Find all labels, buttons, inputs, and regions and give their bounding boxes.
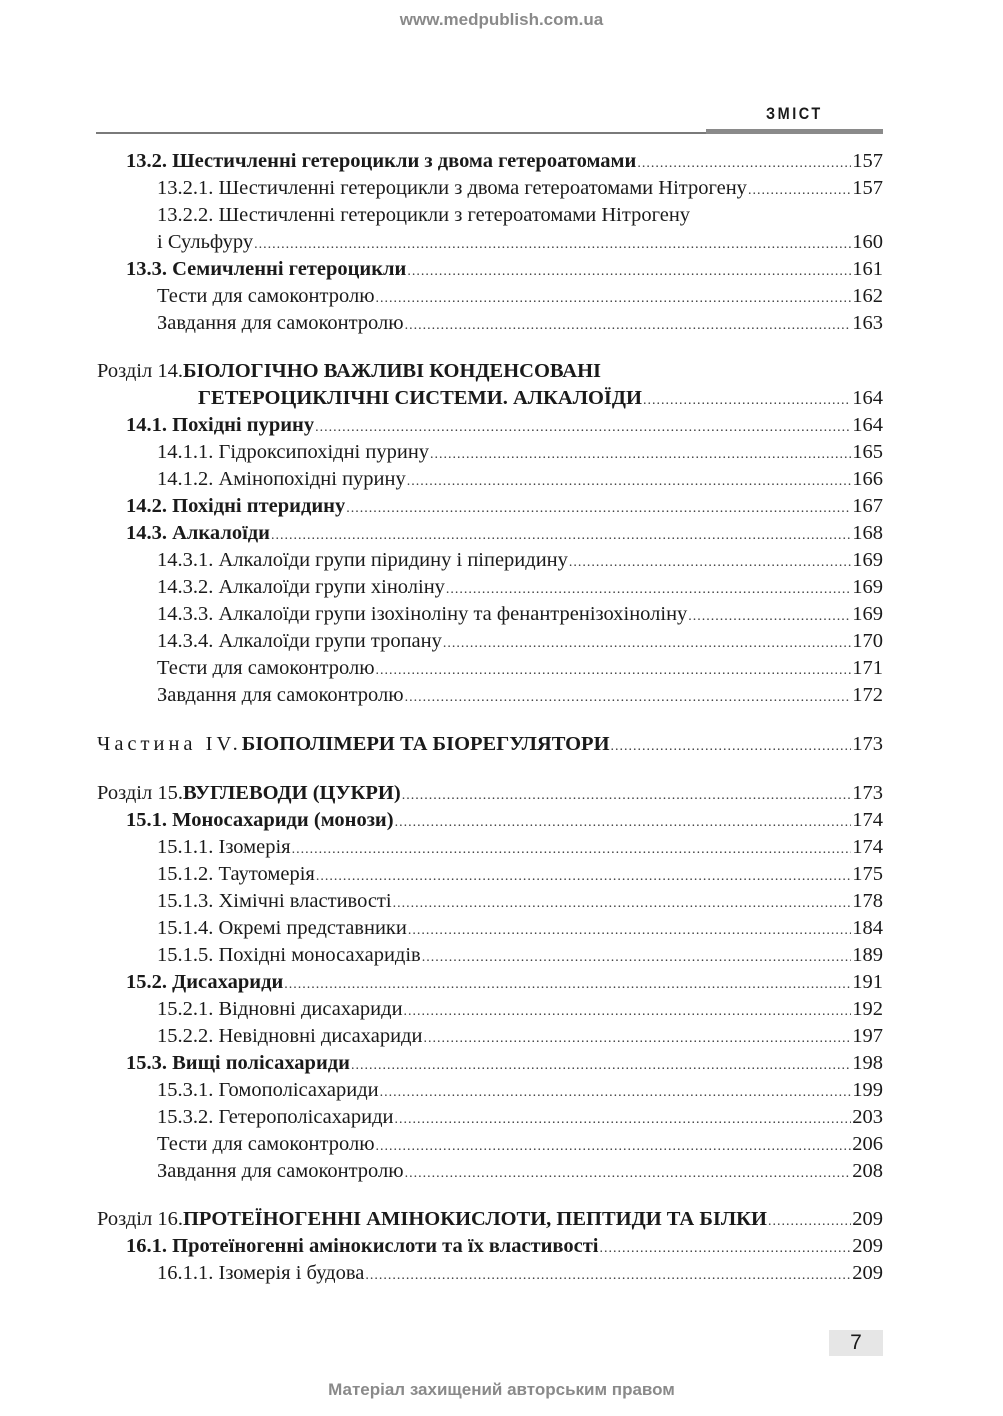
- toc-entry[interactable]: 14.1.1. Гідроксипохідні пурину ..... 165: [97, 439, 883, 466]
- toc-entry[interactable]: Тести для самоконтролю ..... 206: [97, 1131, 883, 1158]
- watermark-top: www.medpublish.com.ua: [399, 10, 604, 29]
- toc-entry[interactable]: 14.1. Похідні пурину ..... 164: [97, 412, 883, 439]
- page-ref: 198: [852, 1052, 883, 1074]
- page-ref: 173: [852, 782, 883, 804]
- toc-entry-line1[interactable]: 13.2.2. Шестичленні гетероцикли з гетероатомами Нітрогену: [157, 204, 691, 226]
- toc-entry[interactable]: 14.3.1. Алкалоїди групи піридину і піперидину ..... 169: [97, 547, 883, 574]
- page-ref: 164: [852, 387, 883, 409]
- toc-entry[interactable]: 15.2. Дисахариди ..... 191: [97, 969, 883, 996]
- toc-entry[interactable]: 14.3.2. Алкалоїди групи хіноліну ..... 169: [97, 574, 883, 601]
- toc-entry[interactable]: 14.3.4. Алкалоїди групи тропану ..... 170: [97, 628, 883, 655]
- page-ref: 184: [852, 917, 883, 939]
- leader-dots: [402, 782, 852, 809]
- leader-dots: [394, 1106, 851, 1133]
- leader-dots: [271, 522, 851, 549]
- leader-dots: [404, 998, 852, 1025]
- toc-entry[interactable]: Тести для самоконтролю ..... 162: [97, 283, 883, 310]
- leader-dots: [365, 1262, 851, 1289]
- page-ref: 203: [852, 1106, 883, 1128]
- toc-chapter[interactable]: Розділ 16. ПРОТЕЇНОГЕННІ АМІНОКИСЛОТИ, ПЕПТИДИ ТА БІЛКИ ..... 209: [97, 1206, 883, 1233]
- page-number: 7: [829, 1330, 883, 1356]
- leader-dots: [346, 495, 851, 522]
- leader-dots: [430, 441, 851, 468]
- toc-part[interactable]: Частина IV. БІОПОЛІМЕРИ ТА БІОРЕГУЛЯТОРИ ..... 173: [97, 731, 883, 758]
- page-ref: 166: [852, 468, 883, 490]
- leader-dots: [748, 177, 851, 204]
- toc-entry[interactable]: Завдання для самоконтролю ..... 208: [97, 1158, 883, 1185]
- page-ref: 157: [852, 150, 883, 172]
- leader-dots: [351, 1052, 851, 1079]
- toc-entry[interactable]: 15.3.1. Гомополісахариди ..... 199: [97, 1077, 883, 1104]
- toc-entry[interactable]: 14.3. Алкалоїди ..... 168: [97, 520, 883, 547]
- page-ref: 161: [852, 258, 883, 280]
- page-ref: 164: [852, 414, 883, 436]
- page-ref: 209: [852, 1235, 883, 1257]
- leader-dots: [405, 684, 852, 711]
- toc-entry[interactable]: Завдання для самоконтролю ..... 163: [97, 310, 883, 337]
- toc-entry[interactable]: 13.2.1. Шестичленні гетероцикли з двома гетероатомами Нітрогену ..... 157: [97, 175, 883, 202]
- toc-entry[interactable]: 15.1.1. Ізомерія ..... 174: [97, 834, 883, 861]
- leader-dots: [254, 231, 851, 258]
- page-ref: 169: [852, 549, 883, 571]
- toc-entry[interactable]: 13.3. Семичленні гетероцикли ..... 161: [97, 256, 883, 283]
- page-ref: 172: [852, 684, 883, 706]
- toc-entry[interactable]: 15.1.5. Похідні моносахаридів ..... 189: [97, 942, 883, 969]
- page-ref: 209: [852, 1262, 883, 1284]
- page-ref: 175: [852, 863, 883, 885]
- toc-entry[interactable]: 15.2.2. Невідновні дисахариди ..... 197: [97, 1023, 883, 1050]
- page-ref: 208: [852, 1160, 883, 1182]
- page-ref: 169: [852, 603, 883, 625]
- leader-dots: [407, 468, 852, 495]
- toc-chapter[interactable]: Розділ 15. ВУГЛЕВОДИ (ЦУКРИ) ..... 173: [97, 780, 883, 807]
- leader-dots: [393, 890, 852, 917]
- page-ref: 165: [852, 441, 883, 463]
- page-ref: 160: [852, 231, 883, 253]
- leader-dots: [408, 917, 851, 944]
- table-of-contents: [97, 148, 883, 1287]
- leader-dots: [569, 549, 851, 576]
- page-ref: 209: [852, 1208, 883, 1230]
- page-ref: 191: [852, 971, 883, 993]
- running-title: ЗМІСТ: [766, 104, 823, 123]
- leader-dots: [405, 312, 852, 339]
- toc-entry[interactable]: 16.1.1. Ізомерія і будова ..... 209: [97, 1260, 883, 1287]
- toc-entry[interactable]: 13.2. Шестичленні гетероцикли з двома гетероатомами ..... 157: [97, 148, 883, 175]
- toc-entry[interactable]: 15.1. Моносахариди (монози) ..... 174: [97, 807, 883, 834]
- leader-dots: [376, 285, 852, 312]
- leader-dots: [292, 836, 852, 863]
- header-rule: [96, 132, 706, 134]
- toc-entry[interactable]: 14.2. Похідні птеридину ..... 167: [97, 493, 883, 520]
- copyright-watermark: Матеріал захищений авторським правом: [328, 1380, 675, 1399]
- toc-entry[interactable]: і Сульфуру ..... 160: [97, 229, 883, 256]
- toc-chapter[interactable]: ГЕТЕРОЦИКЛІЧНІ СИСТЕМИ. АЛКАЛОЇДИ ..... 164: [97, 385, 883, 412]
- leader-dots: [599, 1235, 851, 1262]
- leader-dots: [380, 1079, 852, 1106]
- page-ref: 162: [852, 285, 883, 307]
- page-ref: 171: [852, 657, 883, 679]
- leader-dots: [688, 603, 851, 630]
- toc-entry[interactable]: 15.3. Вищі полісахариди ..... 198: [97, 1050, 883, 1077]
- page-ref: 192: [852, 998, 883, 1020]
- page-ref: 189: [852, 944, 883, 966]
- leader-dots: [611, 733, 852, 760]
- toc-entry[interactable]: 16.1. Протеїногенні амінокислоти та їх властивості ..... 209: [97, 1233, 883, 1260]
- page-ref: 178: [852, 890, 883, 912]
- page-ref: 168: [852, 522, 883, 544]
- leader-dots: [443, 630, 851, 657]
- toc-chapter-line1[interactable]: Розділ 14. БІОЛОГІЧНО ВАЖЛИВІ КОНДЕНСОВАНІ: [97, 360, 602, 382]
- leader-dots: [405, 1160, 852, 1187]
- page-ref: 174: [852, 809, 883, 831]
- leader-dots: [395, 809, 852, 836]
- page-ref: 157: [852, 177, 883, 199]
- toc-entry[interactable]: 15.1.4. Окремі представники ..... 184: [97, 915, 883, 942]
- toc-entry[interactable]: Завдання для самоконтролю ..... 172: [97, 682, 883, 709]
- page-ref: 167: [852, 495, 883, 517]
- toc-entry[interactable]: 15.1.2. Таутомерія ..... 175: [97, 861, 883, 888]
- toc-entry[interactable]: 15.1.3. Хімічні властивості ..... 178: [97, 888, 883, 915]
- leader-dots: [643, 387, 851, 414]
- leader-dots: [376, 657, 852, 684]
- page-ref: 174: [852, 836, 883, 858]
- page-ref: 197: [852, 1025, 883, 1047]
- leader-dots: [446, 576, 851, 603]
- leader-dots: [284, 971, 851, 998]
- header-rule-accent: [706, 129, 883, 134]
- leader-dots: [423, 1025, 851, 1052]
- leader-dots: [422, 944, 852, 971]
- toc-entry[interactable]: 15.2.1. Відновні дисахариди ..... 192: [97, 996, 883, 1023]
- page-ref: 163: [852, 312, 883, 334]
- page-ref: 169: [852, 576, 883, 598]
- toc-entry[interactable]: 14.1.2. Амінопохідні пурину ..... 166: [97, 466, 883, 493]
- leader-dots: [407, 258, 851, 285]
- toc-entry[interactable]: 14.3.3. Алкалоїди групи ізохіноліну та фенантренізохіноліну ..... 169: [97, 601, 883, 628]
- leader-dots: [637, 150, 851, 177]
- page-ref: 199: [852, 1079, 883, 1101]
- leader-dots: [376, 1133, 852, 1160]
- toc-entry[interactable]: Тести для самоконтролю ..... 171: [97, 655, 883, 682]
- leader-dots: [768, 1208, 851, 1235]
- toc-entry[interactable]: 15.3.2. Гетерополісахариди ..... 203: [97, 1104, 883, 1131]
- leader-dots: [316, 863, 851, 890]
- leader-dots: [315, 414, 851, 441]
- page-ref: 173: [852, 733, 883, 755]
- page-ref: 206: [852, 1133, 883, 1155]
- page-ref: 170: [852, 630, 883, 652]
